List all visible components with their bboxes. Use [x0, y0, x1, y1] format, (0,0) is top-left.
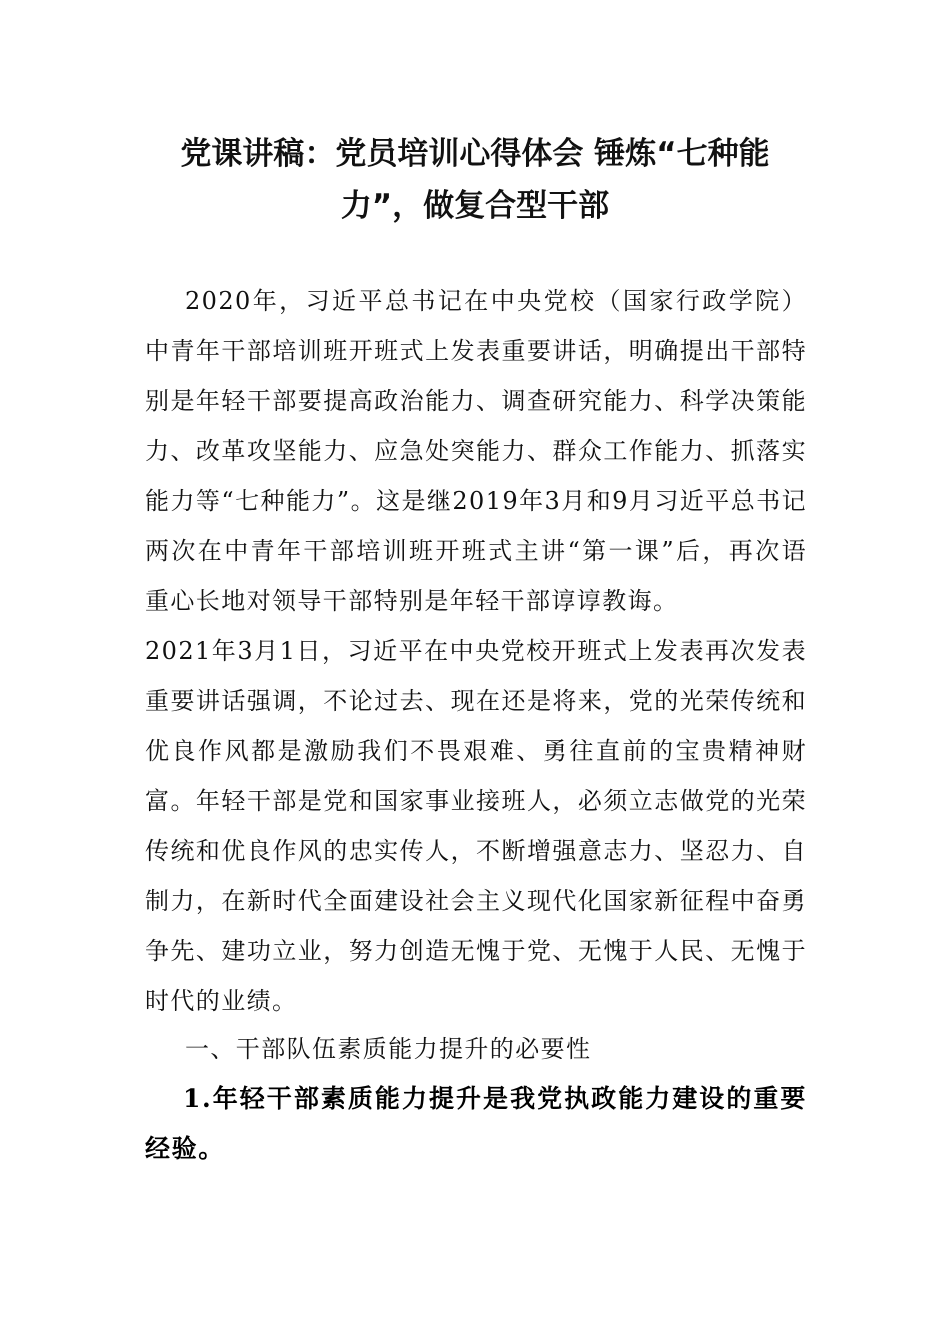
body-paragraph-1: 2020年，习近平总书记在中央党校（国家行政学院）中青年干部培训班开班式上发表重要讲话，明确提出干部特别是年轻干部要提高政治能力、调查研究能力、科学决策能力、改革攻坚能力、应急处突能力、群众工作能力、抓落实能力等“七种能力”。这是继2019年3月和9月习近平总书记两次在中青年干部培训班开班式主讲“第一课”后，再次语重心长地对领导干部特别是年轻干部谆谆教诲。 — [145, 287, 807, 615]
body-paragraph-2: 2021年3月1日，习近平在中央党校开班式上发表再次发表重要讲话强调，不论过去、现在还是将来，党的光荣传统和优良作风都是激励我们不畏艰难、勇往直前的宝贵精神财富。年轻干部是党和国家事业接班人，必须立志做党的光荣传统和优良作风的忠实传人，不断增强意志力、坚忍力、自制力，在新时代全面建设社会主义现代化国家新征程中奋勇争先、建功立业，努力创造无愧于党、无愧于人民、无愧于时代的业绩。 — [145, 637, 807, 1015]
section-heading: 一、干部队伍素质能力提升的必要性 — [185, 1035, 592, 1063]
document-title-line-1: 党课讲稿：党员培训心得体会 锤炼“七种能 — [180, 136, 770, 172]
document-title-line-2: 力”，做复合型干部 — [340, 188, 610, 224]
document-body — [145, 276, 807, 1026]
sub-heading: 1.年轻干部素质能力提升是我党执政能力建设的重要经验。 — [145, 1084, 807, 1163]
